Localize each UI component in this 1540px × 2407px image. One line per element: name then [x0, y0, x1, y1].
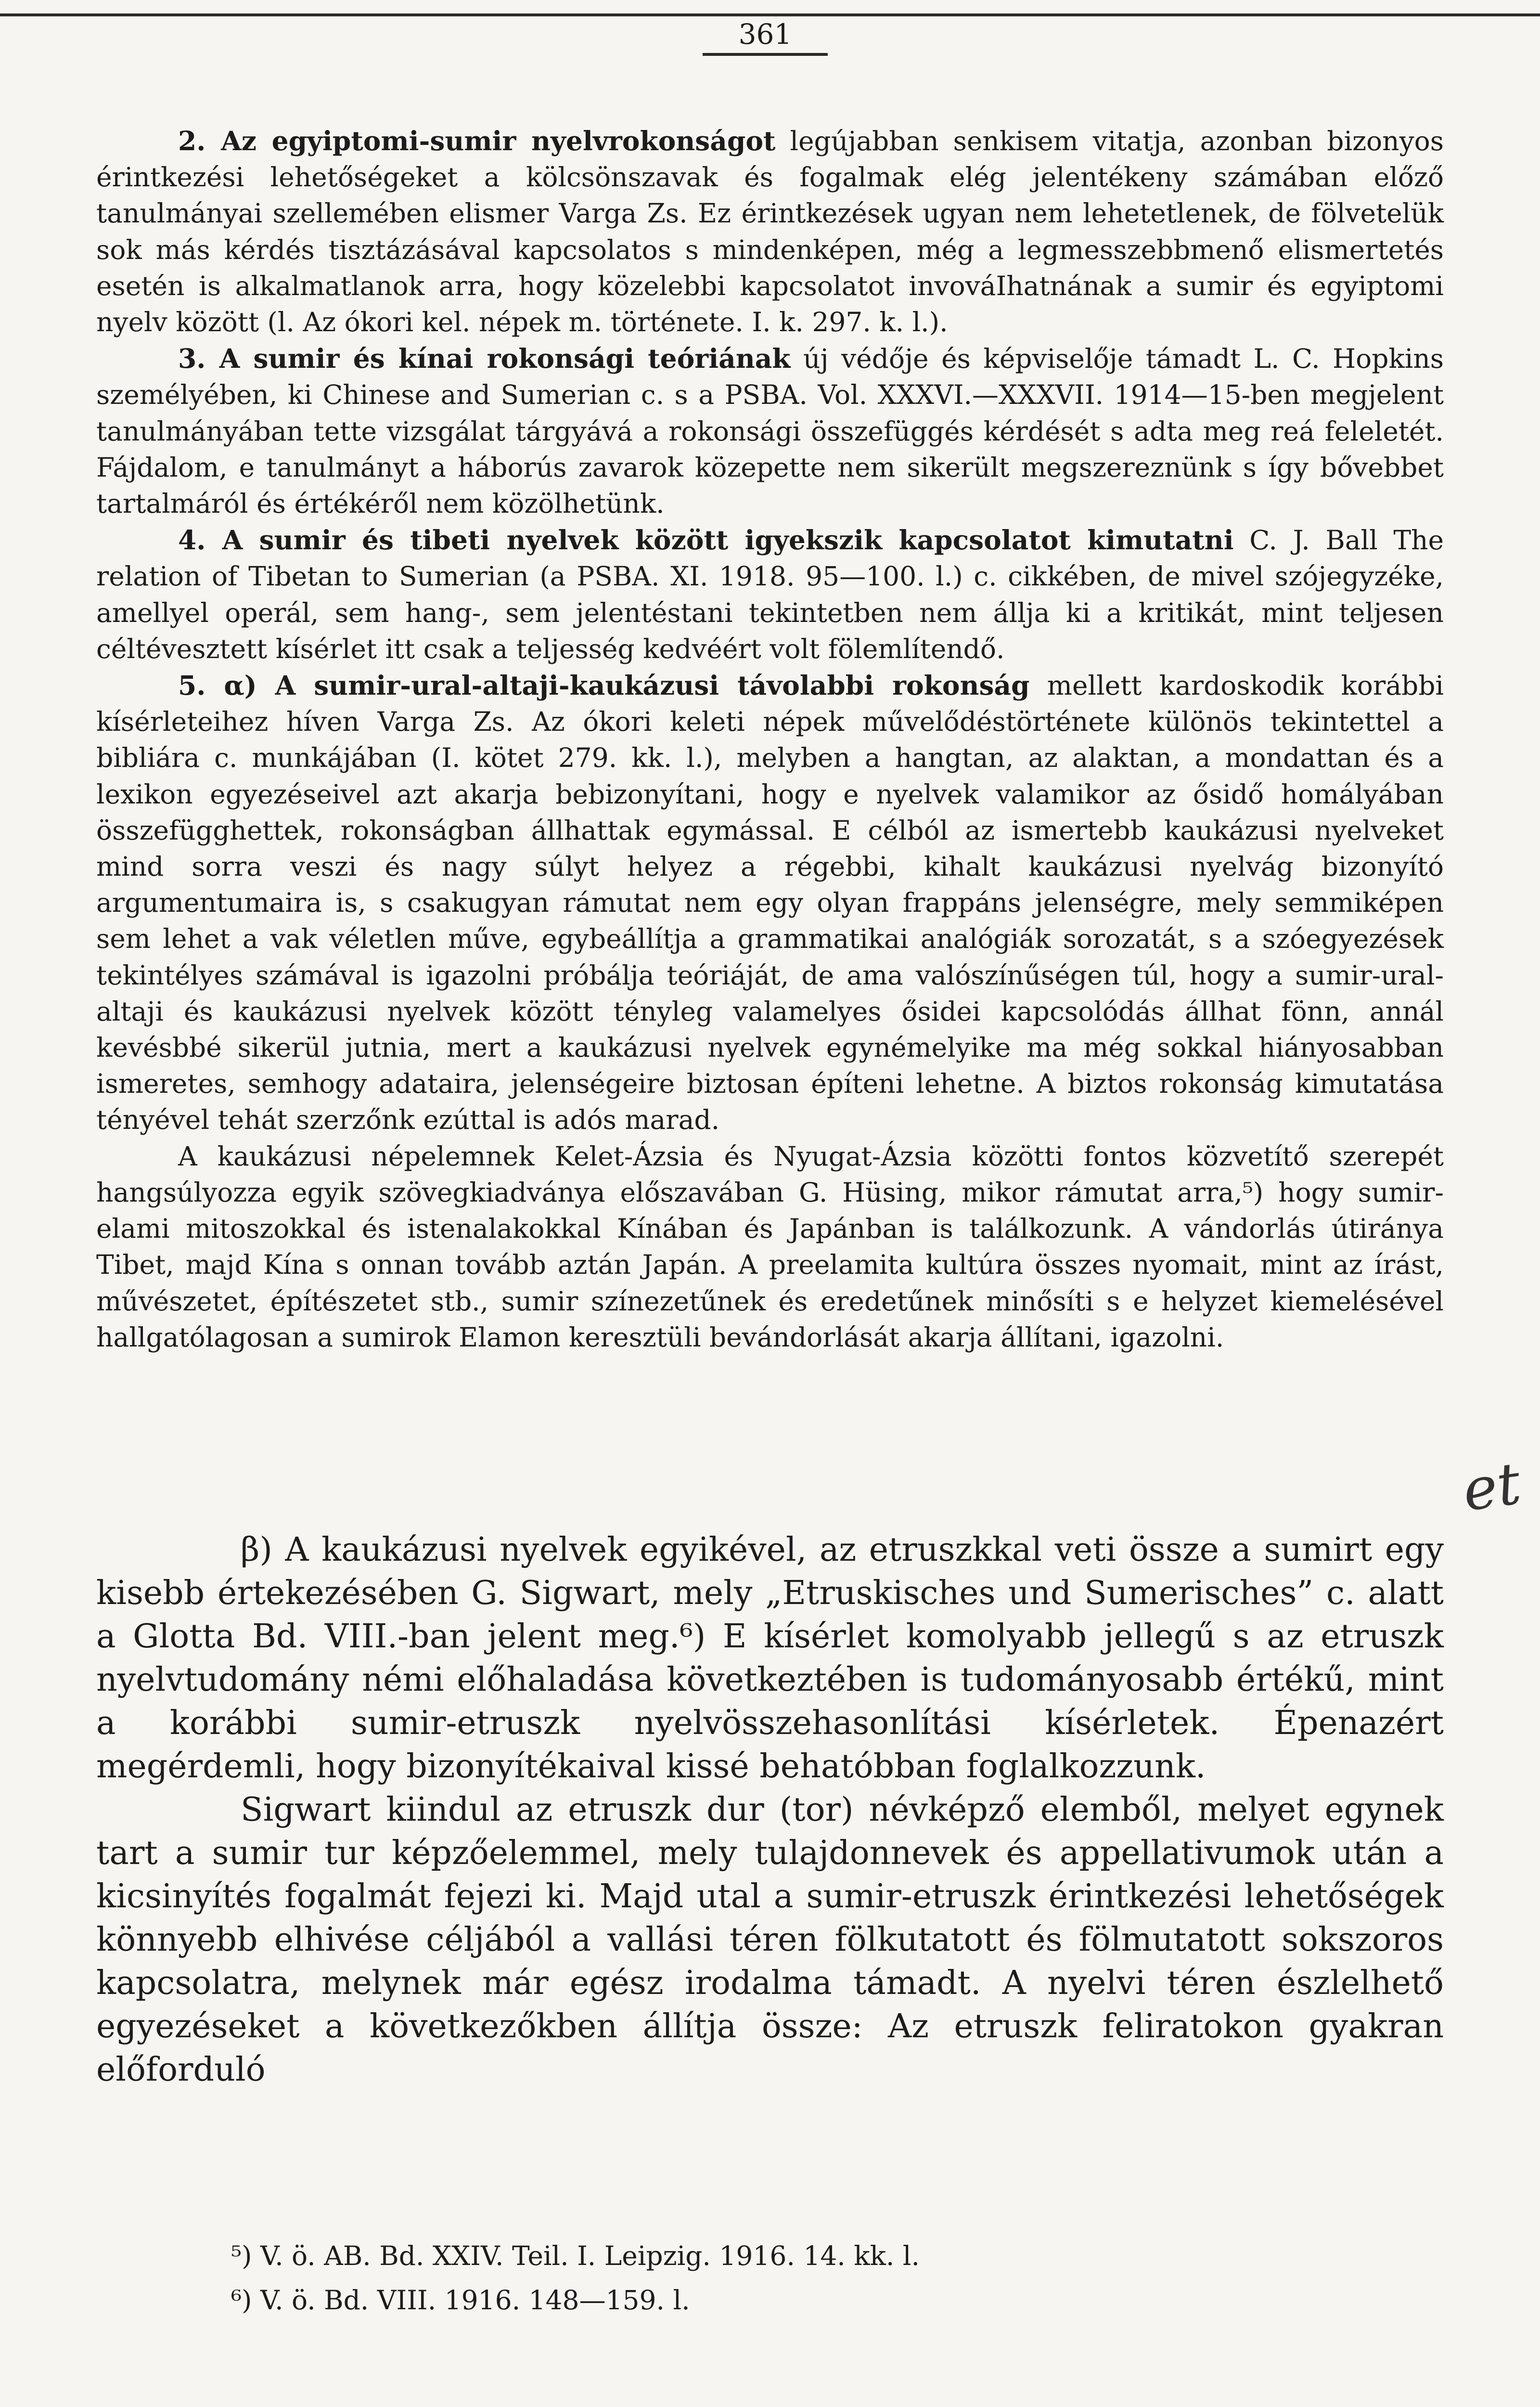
paragraph-3 — [96, 340, 1444, 522]
paragraph-5 — [96, 667, 1444, 1139]
paragraph-5-lead: 5. α) A sumir-ural-altaji-kaukázusi távolabbi rokonság — [178, 670, 1030, 701]
paragraph-4 — [96, 522, 1444, 667]
top-rule — [0, 13, 1540, 16]
paragraph-2-text: legújabban senkisem vitatja, azonban bizonyos érintkezési lehetőségeket a kölcsönszavak és fogalmak elég jelentékeny számában előző tanulmányai szellemében elismer Varga Zs. Ez érintkezések ugyan nem lehetetlenek, de fölvetelük sok más kérdés tisztázásával kapcsolatos s mindenképen, még a legmesszebbmenő elismertetés esetén is alkalmatlanok arra, hogy közelebbi kapcsolatot invováIhatnának a sumir és egyiptomi nyelv között (l. Az ókori kel. népek m. története. I. k. 297. k. l.). — [96, 126, 1444, 338]
paragraph-3-lead: 3. A sumir és kínai rokonsági teóriának — [178, 343, 791, 375]
paragraph-4-lead: 4. A sumir és tibeti nyelvek között igyekszik kapcsolatot kimutatni — [178, 524, 1234, 556]
handwritten-margin-note: et — [1458, 1450, 1525, 1525]
large-print-section — [96, 1528, 1444, 2092]
footnote-6: ⁶) V. ö. Bd. VIII. 1916. 148—159. l. — [231, 2285, 690, 2316]
paragraph-5-text: mellett kardoskodik korábbi kísérleteihez híven Varga Zs. Az ókori keleti népek művelődéstörténete különös tekintettel a bibliára c. munkájában (I. kötet 279. kk. l.), melyben a hangtan, az alaktan, a mondattan és a lexikon egyezéseivel azt akarja bebizonyítani, hogy e nyelvek valamikor az ősidő homályában összefügghettek, rokonságban állhattak egymással. E célból az ismertebb kaukázusi nyelveket mind sorra veszi és nagy súlyt helyez a régebbi, kihalt kaukázusi nyelvág bizonyító argumentumaira is, s csakugyan rámutat nem egy olyan frappáns jelenségre, mely semmiképen sem lehet a vak véletlen műve, egybeállítja a grammatikai analógiák sorozatát, s a szóegyezések tekintélyes számával is igazolni próbálja teóriáját, de ama valószínűségen túl, hogy a sumir-ural-altaji és kaukázusi nyelvek között tényleg valamelyes ősidei kapcsolódás állhat fönn, annál kevésbbé sikerül jutnia, mert a kaukázusi nyelvek egynémelyike ma még sokkal hiányosabban ismeretes, semhogy adataira, jelenségeire biztosan építeni lehetne. A biztos rokonság kimutatása tényével tehát szerzőnk ezúttal is adós marad. — [96, 670, 1444, 1136]
small-print-section — [96, 123, 1444, 1356]
paragraph-4-text: C. J. Ball The relation of Tibetan to Sumerian (a PSBA. XI. 1918. 95—100. l.) c. cikkében, de mivel szójegyzéke, amellyel operál, sem hang-, sem jelentéstani tekintetben nem állja ki a kritikát, mint teljesen céltévesztett kísérlet itt csak a teljesség kedvéért volt fölemlítendő. — [96, 525, 1444, 664]
paragraph-6 — [96, 1139, 1444, 1356]
paragraph-2 — [96, 123, 1444, 340]
paragraph-3-text: új védője és képviselője támadt L. C. Hopkins személyében, ki Chinese and Sumerian c. s a PSBA. Vol. XXXVI.—XXXVII. 1914—15-ben megjelent tanulmányában tette vizsgálat tárgyává a rokonsági összefüggés kérdését s adta meg reá feleletét. Fájdalom, e tanulmányt a háborús zavarok közepette nem sikerült megszereznünk s így bővebbet tartalmáról és értékéről nem közölhetünk. — [96, 343, 1444, 519]
page-number: 361 — [703, 17, 828, 56]
paragraph-6-text: A kaukázusi népelemnek Kelet-Ázsia és Nyugat-Ázsia közötti fontos közvetítő szerepét hangsúlyozza egyik szövegkiadványa előszavában G. Hüsing, mikor rámutat arra,⁵) hogy sumir-elami mitoszokkal és istenalakokkal Kínában és Japánban is találkozunk. A vándorlás útiránya Tibet, majd Kína s onnan tovább aztán Japán. A preelamita kultúra összes nyomait, mint az írást, művészetet, építészetet stb., sumir színezetűnek és eredetűnek minősíti s e helyzet kiemelésével hallgatólagosan a sumirok Elamon keresztüli bevándorlását akarja állítani, igazolni. — [96, 1140, 1444, 1353]
paragraph-2-lead: 2. Az egyiptomi-sumir nyelvrokonságot — [178, 125, 776, 156]
footnotes — [231, 2234, 1338, 2322]
paragraph-sigwart: Sigwart kiindul az etruszk dur (tor) névképző elemből, melyet egynek tart a sumir tur képzőelemmel, mely tulajdonnevek és appellativumok után a kicsinyítés fogalmát fejezi ki. Majd utal a sumir-etruszk érintkezési lehetőségek könnyebb elhivése céljából a vallási téren fölkutatott és fölmutatott sokszoros kapcsolatra, melynek már egész irodalma támadt. A nyelvi téren észlelhető egyezéseket a következőkben állítja össze: Az etruszk feliratokon gyakran előforduló — [96, 1791, 1444, 2089]
paragraph-beta: β) A kaukázusi nyelvek egyikével, az etruszkkal veti össze a sumirt egy kisebb értekezésében G. Sigwart, mely „Etruskisches und Sumerisches” c. alatt a Glotta Bd. VIII.-ban jelent meg.⁶) E kísérlet komolyabb jellegű s az etruszk nyelvtudomány némi előhaladása következtében is tudományosabb értékű, mint a korábbi sumir-etruszk nyelvösszehasonlítási kísérletek. Épenazért megérdemli, hogy bizonyítékaival kissé behatóbban foglalkozzunk. — [96, 1531, 1444, 1786]
footnote-5: ⁵) V. ö. AB. Bd. XXIV. Teil. I. Leipzig. 1916. 14. kk. l. — [231, 2240, 920, 2271]
